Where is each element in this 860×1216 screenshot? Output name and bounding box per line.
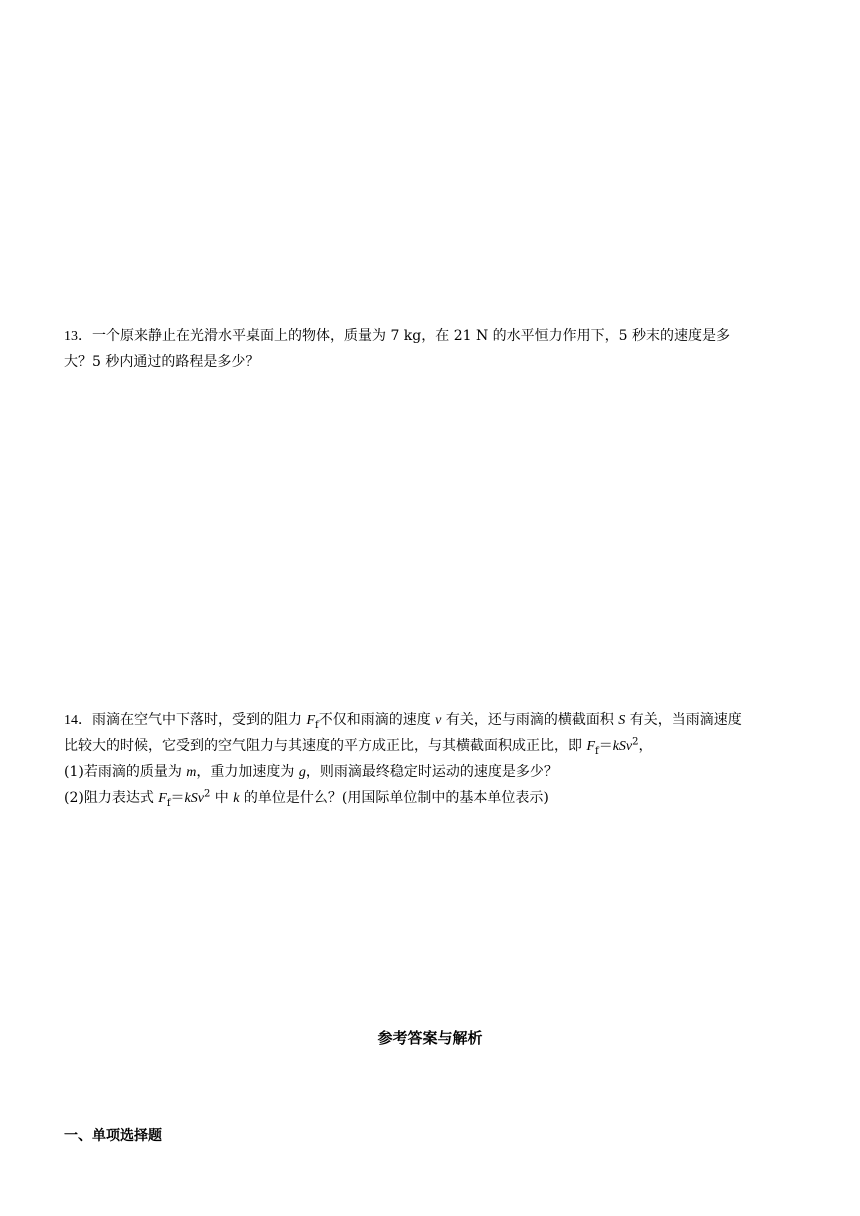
question-14-text: ， — [638, 738, 653, 754]
question-14-line-3 — [64, 762, 558, 783]
answers-title: 参考答案与解析 — [377, 1029, 483, 1047]
variable-g: g — [298, 765, 306, 780]
sub-question-1-text: ，则雨滴最终稳定时运动的速度是多少？ — [305, 764, 558, 780]
formula-kSv: kSv — [612, 739, 633, 754]
variable-S: S — [618, 713, 626, 728]
question-13-line-1 — [64, 326, 730, 347]
equals-sign: ＝ — [598, 738, 613, 754]
superscript-2: 2 — [203, 788, 211, 800]
section-heading-single-choice: 一、单项选择题 — [64, 1128, 162, 1144]
question-14-text: ．雨滴在空气中下落时，受到的阻力 — [78, 712, 307, 728]
equals-sign: ＝ — [170, 790, 185, 806]
question-13-number: 13 — [64, 329, 78, 344]
variable-F: F — [306, 713, 316, 728]
question-13-text-2: 大？5 秒内通过的路程是多少？ — [64, 354, 260, 370]
subscript-f: f — [595, 745, 599, 757]
sub-question-1: (1)若雨滴的质量为 — [64, 764, 187, 780]
variable-F: F — [586, 739, 596, 754]
question-14-text: 比较大的时候，它受到的空气阻力与其速度的平方成正比，与其横截面积成正比，即 — [64, 738, 587, 754]
variable-k: k — [233, 791, 240, 806]
question-14-text: 有关，当雨滴速度 — [625, 712, 742, 728]
subscript-f: f — [315, 719, 319, 731]
subscript-f: f — [166, 797, 171, 809]
question-14-number: 14 — [64, 713, 78, 728]
formula-kSv: kSv — [184, 791, 204, 806]
question-14-line-4 — [64, 788, 549, 809]
variable-F: F — [158, 791, 167, 806]
sub-question-1-text: ，重力加速度为 — [196, 764, 299, 780]
question-14-line-1 — [64, 710, 742, 731]
sub-question-2-text: 的单位是什么？(用国际单位制中的基本单位表示) — [239, 790, 549, 806]
variable-v: v — [435, 713, 442, 728]
question-14-text: 有关，还与雨滴的横截面积 — [441, 712, 619, 728]
question-13-text-1: ．一个原来静止在光滑水平桌面上的物体，质量为 7 kg，在 21 N 的水平恒力作用下，5 秒末的速度是多 — [78, 328, 731, 344]
question-14-line-2 — [64, 736, 653, 757]
variable-m: m — [186, 765, 197, 780]
question-13-line-2 — [64, 352, 259, 372]
sub-question-2: (2)阻力表达式 — [64, 790, 159, 806]
question-14-text: 不仅和雨滴的速度 — [318, 712, 436, 728]
sub-question-2-text: 中 — [210, 790, 234, 806]
superscript-2: 2 — [632, 736, 639, 748]
